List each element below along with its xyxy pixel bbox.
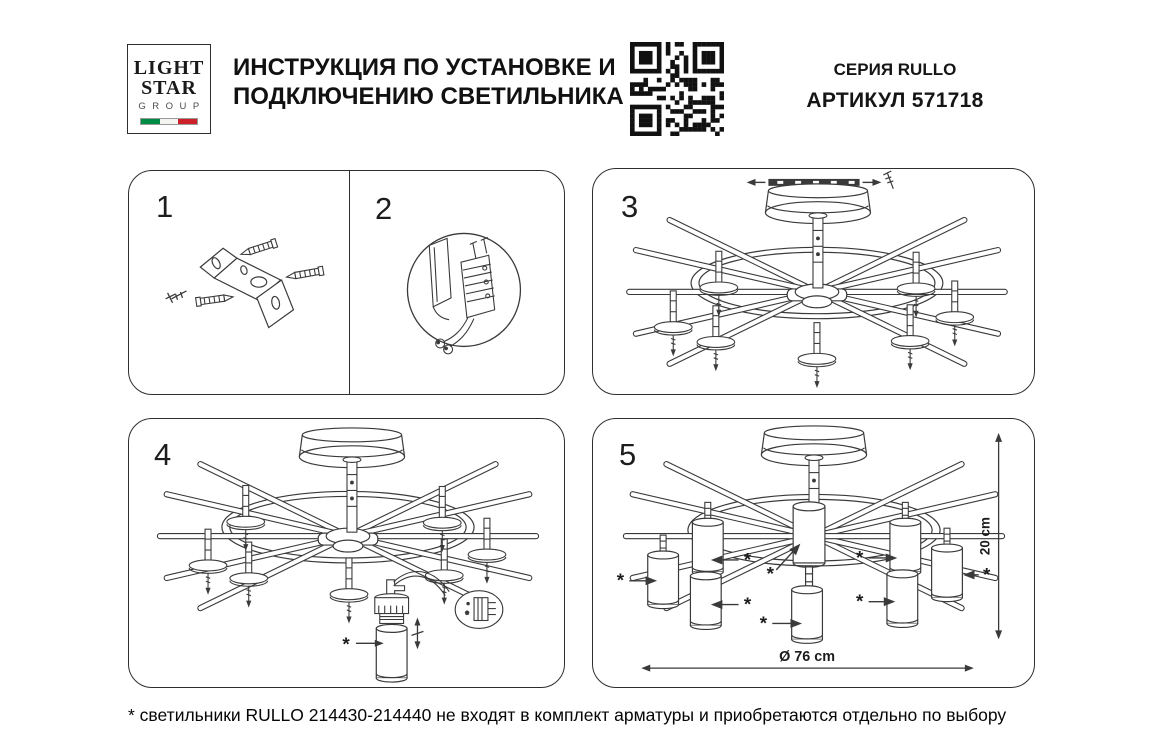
shade-holder [654,291,692,356]
shade-holder [798,323,836,388]
step-4-drawing [129,419,564,687]
screw-icon [166,291,187,303]
insert-direction-icon [412,618,424,650]
svg-text:*: * [342,633,350,655]
panel-steps-1-2 [128,170,565,395]
logo-text-light: LIGHT [133,57,205,79]
lightstar-logo [127,44,211,134]
lamp-cylinder [792,586,823,644]
step-3-drawing [593,169,1034,394]
diameter-dimension-label: Ø 76 cm [779,649,836,666]
page-title [233,53,624,111]
svg-text:*: * [855,546,864,568]
lamp-cylinder [932,544,963,602]
shade-holder [230,542,268,608]
svg-text:*: * [983,563,991,585]
mounting-bracket-drawing [200,248,293,327]
step-1-number: 1 [156,189,174,224]
svg-text:*: * [759,612,768,634]
connector-detail-circle [455,591,503,629]
panel-step-4 [128,418,565,688]
lamp-cylinder [692,518,723,576]
panel-step-3 [592,168,1035,395]
lamp-cylinder [376,624,407,682]
product-info [792,60,998,113]
qr-code [630,42,724,136]
svg-text:*: * [616,569,625,591]
center-stem [343,457,361,532]
center-stem [809,213,827,288]
footnote: * светильники RULLO 214430-214440 не входят в комплект арматуры и приобретаются отдельно по выбору [128,705,1007,725]
italian-flag-icon [140,118,198,125]
wiring-detail-drawing [407,233,520,353]
step-5-drawing [593,419,1034,687]
title-line-1: ИНСТРУКЦИЯ ПО УСТАНОВКЕ И [233,54,616,81]
logo-text-group: GROUP [138,101,206,112]
article-label: АРТИКУЛ 571718 [806,89,984,112]
svg-text:*: * [766,562,774,584]
panel-step-5 [592,418,1035,688]
wall-plug-icon [196,293,234,307]
wall-plug-icon [286,266,324,281]
qr-code-pattern [630,42,724,136]
svg-text:*: * [855,590,864,612]
step-3-number: 3 [621,189,639,224]
lamp-cylinder [890,518,921,576]
title-line-2: ПОДКЛЮЧЕНИЮ СВЕТИЛЬНИКА [233,83,624,110]
lamp-cylinder [887,570,918,628]
step-5-number: 5 [619,437,637,472]
wall-plug-icon [240,239,278,259]
diameter-dimension [641,649,974,671]
lamp-cylinder [690,572,721,630]
svg-text:*: * [743,548,752,570]
step-1-2-drawing [129,171,564,394]
svg-text:*: * [465,609,469,620]
step-4-number: 4 [154,437,172,472]
height-dimension-label: 20 cm [977,517,993,556]
series-label: СЕРИЯ RULLO [833,60,957,79]
height-dimension [978,433,1002,639]
shade-holder [330,558,368,624]
step-2-number: 2 [375,191,393,226]
svg-text:*: * [743,593,752,615]
logo-text-star: STAR [141,77,197,99]
ceiling-screw-icon [883,171,893,189]
